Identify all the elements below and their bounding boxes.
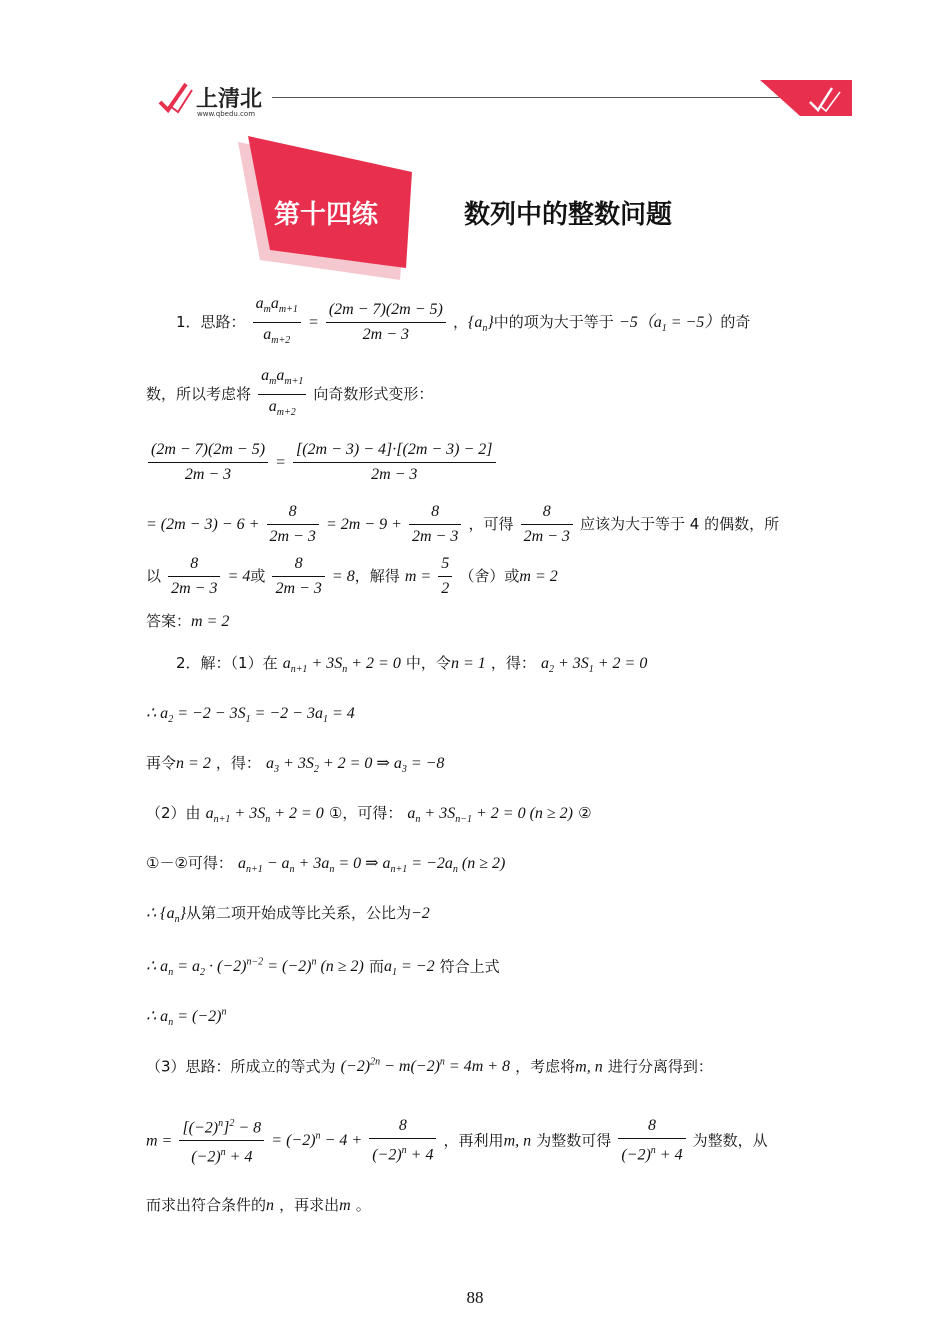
logo-url: www.qbedu.com — [197, 110, 256, 118]
p2-line9: （3）思路：所成立的等式为 $(-2)^{2n} - m(-2)^n = 4m + 8$ ，考虑将m, n 进行分离得到： — [146, 1057, 713, 1076]
p2-line6: ∴ $\{a_n\}$从第二项开始成等比关系，公比为−2 — [146, 904, 430, 926]
p1-line1: 1．思路： $\frac{a_ma_{m+1}}{a_{m+2}}$ = $\frac{(2m - 7)(2m - 5)}{2m - 3}$ ，$\{a_n\}$中的项为大于等于 $-5(a_1 = -5)$的奇 — [176, 292, 750, 353]
header-corner-shape — [760, 80, 852, 116]
logo-text: 上清北 — [196, 87, 263, 112]
title-badge-text: 第十四练 — [274, 200, 379, 230]
p1-answer: 答案：m = 2 — [146, 612, 230, 630]
p2-line3: 再令n = 2 ，得： $a_3 + 3S_2 + 2 = 0$ ⇒ $a_3 = -8$ — [146, 754, 445, 776]
p1-line4: = (2m − 3) − 6 + $\frac{8}{2m - 3}$ = 2m − 9 + $\frac{8}{2m - 3}$ ，可得 $\frac{8}{2m - 3}$ 应该为大于等于 4 的偶数，所 — [146, 500, 779, 549]
p2-line7: ∴ $a_n = a_2 \cdot (-2)^{n-2} = (-2)^n$ (n ≥ 2) 而$a_1 = -2$ 符合上式 — [146, 957, 500, 979]
p1-line5: 以 $\frac{8}{2m - 3}$ = 4或 $\frac{8}{2m - 3}$ = 8，解得 m = $\frac{5}{2}$ （舍）或m = 2 — [146, 552, 558, 601]
p2-line10: m = $\frac{[(-2)^n]^2 - 8}{(-2)^n + 4}$ = $(-2)^n - 4$ + $\frac{8}{(-2)^n + 4}$ ，再利用m, n 为整数可得 $\frac{8}{(-2)^n + 4}$ 为整数，从 — [146, 1112, 768, 1170]
p1-line3: $\frac{(2m - 7)(2m - 5)}{2m - 3}$ = $\frac{[(2m - 3) - 4]\cdot[(2m - 3) - 2]}{2m - 3}$ — [146, 438, 498, 487]
p2-line5: ①－②可得： $a_{n+1} - a_n + 3a_n = 0$ ⇒ $a_{n+1} = -2a_n$ (n ≥ 2) — [146, 854, 506, 876]
p1-line2: 数，所以考虑将 $\frac{a_ma_{m+1}}{a_{m+2}}$ 向奇数形式变形： — [146, 364, 433, 425]
p2-line8: ∴ $a_n = (-2)^n$ — [146, 1007, 227, 1029]
title-block — [230, 130, 730, 290]
p2-line4: （2）由 $a_{n+1} + 3S_n + 2 = 0$ ①，可得： $a_n + 3S_{n-1} + 2 = 0$ (n ≥ 2) ② — [146, 804, 592, 826]
logo-mark-icon — [156, 80, 196, 116]
p2-line1: 2．解：（1）在 $a_{n+1} + 3S_n + 2 = 0$ 中，令n = 1 ，得： $a_2 + 3S_1 + 2 = 0$ — [176, 654, 648, 676]
header-rule — [272, 97, 792, 98]
p2-line11: 而求出符合条件的n ，再求出m 。 — [146, 1196, 371, 1214]
page-title: 数列中的整数问题 — [464, 200, 673, 230]
p2-line2: ∴ $a_2 = -2 - 3S_1 = -2 - 3a_1 = 4$ — [146, 705, 355, 726]
page-number: 88 — [466, 1288, 484, 1307]
header — [0, 70, 950, 130]
